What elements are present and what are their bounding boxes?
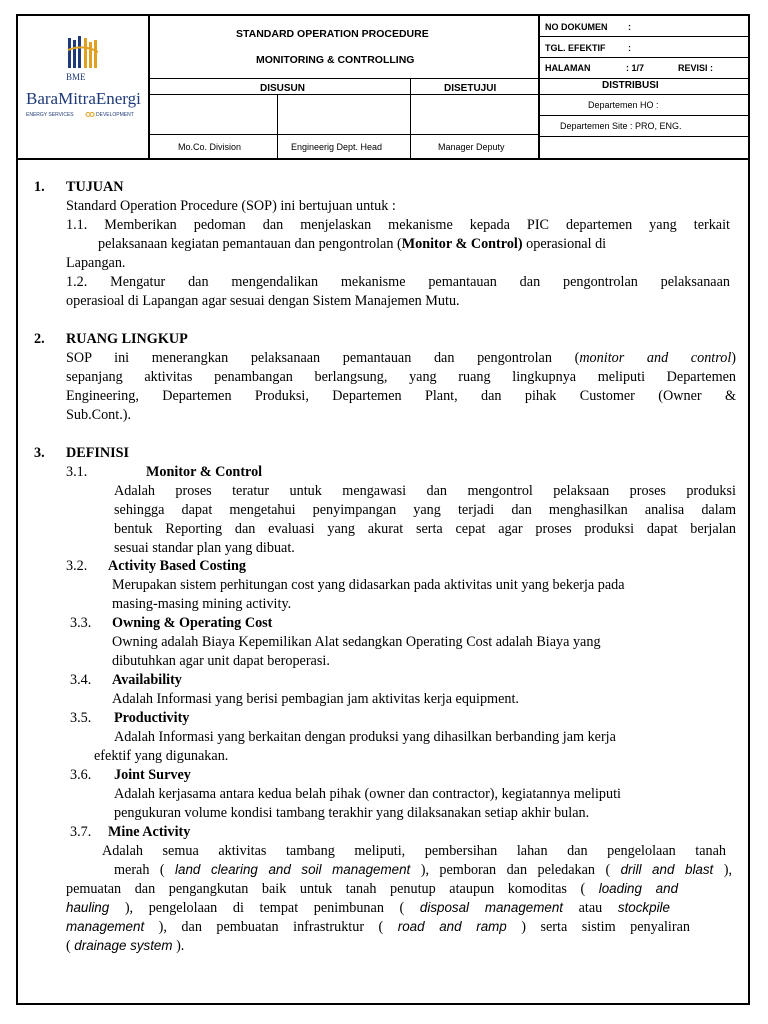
definition-title: Productivity [114, 710, 190, 726]
paragraph: Sub.Cont.). [66, 407, 132, 423]
definition-number: 3.6. [70, 767, 92, 783]
paragraph: SOP ini menerangkan pelaksanaan pemantauan dan pengontrolan (monitor and control) [66, 350, 736, 366]
definition-title: Activity Based Costing [108, 558, 246, 574]
company-logo [24, 30, 150, 142]
departemen-site: Departemen Site : PRO, ENG. [560, 121, 682, 131]
no-dokumen-label: NO DOKUMEN [545, 22, 608, 32]
section-title-ruang-lingkup: RUANG LINGKUP [66, 331, 188, 347]
paragraph: Standard Operation Procedure (SOP) ini bertujuan untuk : [66, 198, 396, 214]
paragraph: masing-masing mining activity. [112, 596, 292, 612]
paragraph: 1.1. Memberikan pedoman dan menjelaskan mekanisme kepada PIC departemen yang terkait [66, 217, 730, 233]
paragraph: Merupakan sistem perhitungan cost yang didasarkan pada aktivitas unit yang bekerja pada [112, 577, 625, 593]
paragraph: 1.2. Mengatur dan mengendalikan mekanisme pemantauan dan pengontrolan pelaksanaan [66, 274, 730, 290]
paragraph: bentuk Reporting dan evaluasi yang akurat serta cepat agar proses produksi dapat berjalan [114, 521, 736, 537]
definition-number: 3.4. [70, 672, 92, 688]
tgl-efektif-label: TGL. EFEKTIF [545, 43, 606, 53]
paragraph: Adalah Informasi yang berkaitan dengan produksi yang dihasilkan berbanding jam kerja [114, 729, 616, 745]
document-header [18, 16, 748, 160]
paragraph: efektif yang digunakan. [94, 748, 229, 764]
definition-number: 3.7. [70, 824, 92, 840]
no-dokumen-value: : [628, 22, 631, 32]
paragraph: Adalah proses teratur untuk mengawasi dan mengontrol pelaksaan proses produksi [114, 483, 736, 499]
signatory-3: Manager Deputy [438, 142, 505, 152]
signatory-1: Mo.Co. Division [178, 142, 242, 152]
paragraph: pelaksanaan kegiatan pemantauan dan pengontrolan (Monitor & Control) operasional di [98, 236, 607, 252]
paragraph: hauling ), pengelolaan di tempat penimbunan ( disposal management atau stockpile [66, 900, 670, 916]
paragraph: sehingga dapat mengetahui penyimpangan yang terjadi dan menghasilkan analisa dalam [114, 502, 736, 518]
definition-number: 3.5. [70, 710, 92, 726]
document-frame [16, 14, 750, 1005]
halaman-label: HALAMAN [545, 63, 591, 73]
definition-title: Joint Survey [114, 767, 191, 783]
paragraph: merah ( land clearing and soil management ), pemboran dan peledakan ( drill and blast ), [114, 862, 732, 878]
paragraph: dibutuhkan agar unit dapat beroperasi. [112, 653, 330, 669]
svg-text:BME: BME [66, 72, 86, 82]
definition-title: Owning & Operating Cost [112, 615, 273, 631]
section-title-definisi: DEFINISI [66, 445, 130, 461]
paragraph: Adalah semua aktivitas tambang meliputi, pembersihan lahan dan pengelolaan tanah [102, 843, 726, 859]
sop-subtitle: MONITORING & CONTROLLING [256, 54, 415, 66]
paragraph: sesuai standar plan yang dibuat. [114, 540, 295, 556]
signatory-2: Engineerig Dept. Head [291, 142, 383, 152]
paragraph: Lapangan. [66, 255, 126, 271]
definition-title: Availability [112, 672, 182, 688]
svg-text:ENERGY SERVICES: ENERGY SERVICES [26, 112, 74, 118]
definition-title: Mine Activity [108, 824, 191, 840]
bme-logo-mark [24, 30, 150, 142]
paragraph: Engineering, Departemen Produksi, Departemen Plant, dan pihak Customer (Owner & [66, 388, 736, 404]
disetujui-label: DISETUJUI [444, 83, 497, 94]
svg-text:DEVELOPMENT: DEVELOPMENT [96, 112, 134, 118]
paragraph: Adalah Informasi yang berisi pembagian jam aktivitas kerja equipment. [112, 691, 519, 707]
section-title-tujuan: TUJUAN [66, 179, 124, 195]
paragraph: management ), dan pembuatan infrastruktur ( road and ramp ) serta sistim penyaliran [66, 919, 690, 935]
svg-text:BaraMitraEnergi: BaraMitraEnergi [26, 89, 141, 108]
paragraph: operasioal di Lapangan agar sesuai dengan Sistem Manajemen Mutu. [66, 293, 460, 309]
tgl-efektif-value: : [628, 43, 631, 53]
paragraph: ( drainage system ). [66, 938, 185, 954]
paragraph: pengukuran volume kondisi tambang terakhir yang dilaksanakan setiap akhir bulan. [114, 805, 590, 821]
revisi-label: REVISI : [678, 63, 714, 73]
paragraph: pemuatan dan pengangkutan baik untuk tanah penutup ataupun komoditas ( loading and [66, 881, 679, 897]
definition-number: 3.1. [66, 464, 88, 480]
definition-number: 3.3. [70, 615, 92, 631]
distribusi-label: DISTRIBUSI [602, 80, 659, 91]
halaman-value: : 1/7 [626, 63, 645, 73]
section-number: 1. [34, 179, 45, 195]
section-number: 3. [34, 445, 45, 461]
disusun-label: DISUSUN [260, 83, 306, 94]
definition-title: Monitor & Control [146, 464, 263, 480]
definition-number: 3.2. [66, 558, 88, 574]
departemen-ho: Departemen HO : [588, 100, 659, 110]
paragraph: Owning adalah Biaya Kepemilikan Alat sedangkan Operating Cost adalah Biaya yang [112, 634, 601, 650]
paragraph: sepanjang aktivitas penambangan berlangsung, yang ruang lingkupnya meliputi Departemen [66, 369, 736, 385]
sop-title: STANDARD OPERATION PROCEDURE [236, 28, 429, 40]
paragraph: Adalah kerjasama antara kedua belah pihak (owner dan contractor), kegiatannya meliputi [114, 786, 621, 802]
section-number: 2. [34, 331, 45, 347]
